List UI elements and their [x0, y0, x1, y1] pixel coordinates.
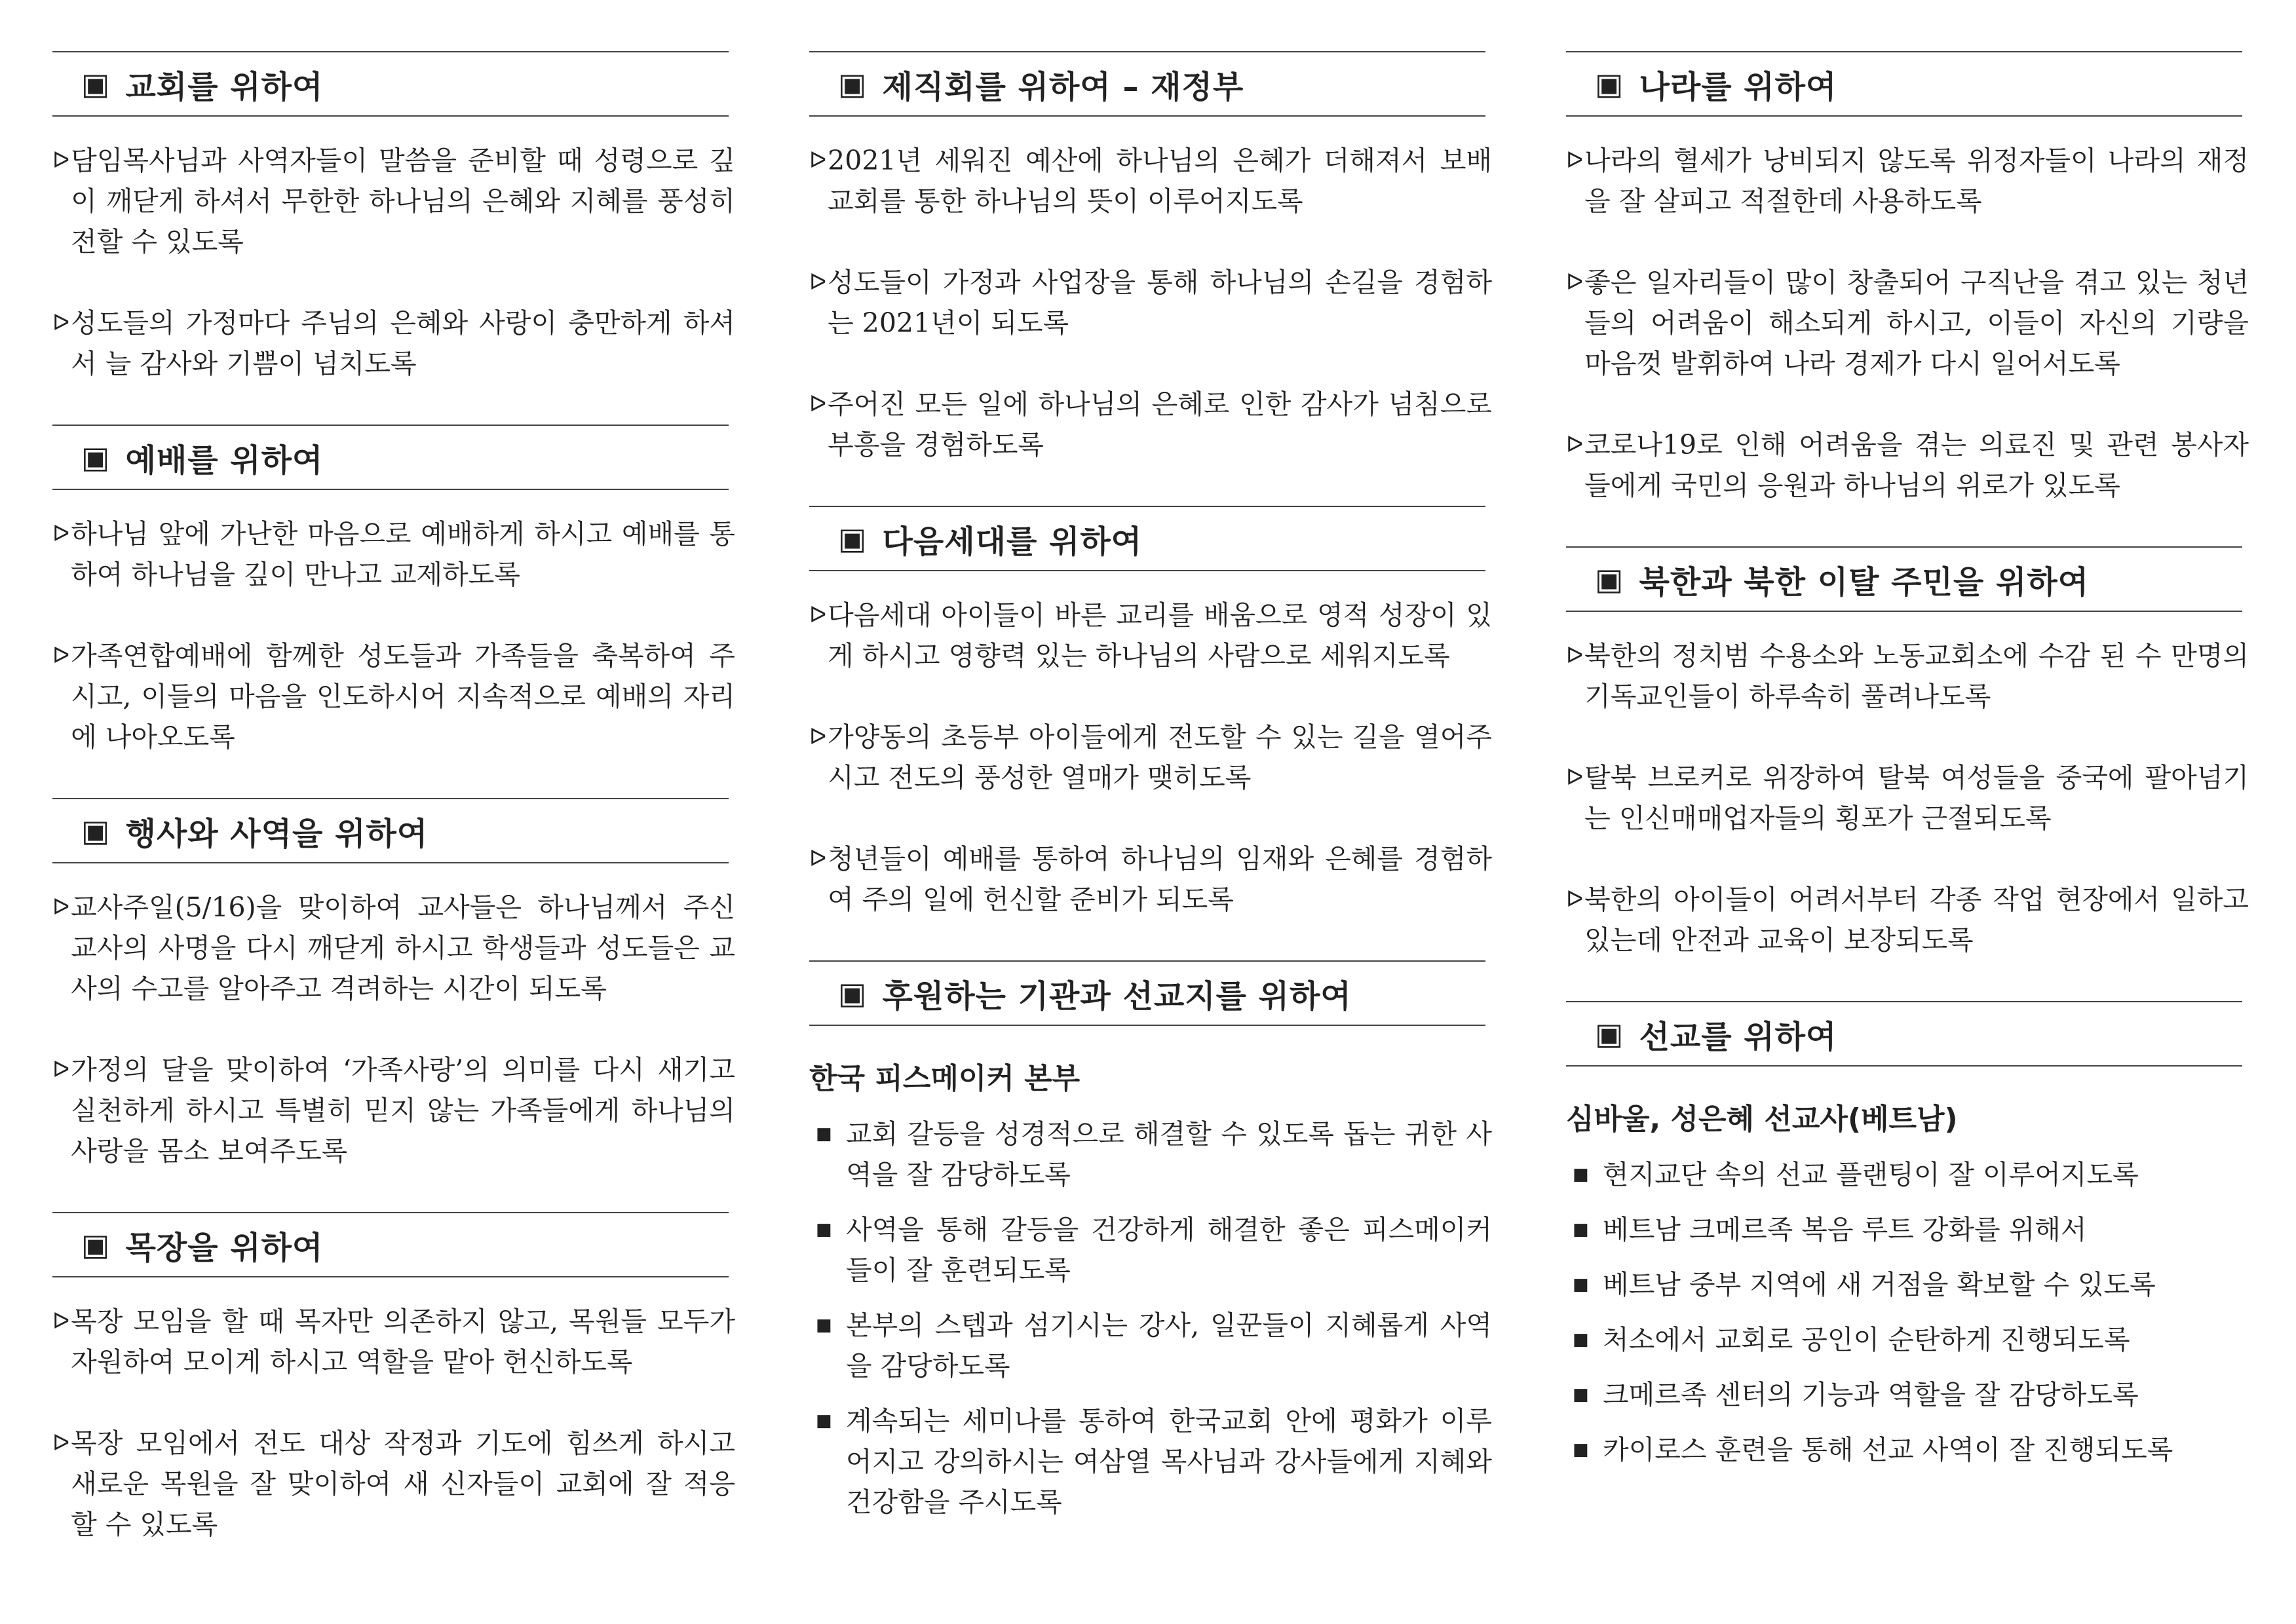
section-worship: [52, 425, 735, 757]
prayer-item: [52, 1049, 735, 1171]
bullet-text: 현지교단 속의 선교 플랜팅이 잘 이루어지도록: [1603, 1159, 2139, 1190]
triangle-marker-icon: ᐅ: [809, 391, 827, 417]
bullet-item: [1566, 1429, 2249, 1470]
square-bullet-icon: ■: [1573, 1330, 1589, 1350]
triangle-marker-icon: ᐅ: [52, 894, 70, 920]
bullet-text: 크메르족 센터의 기능과 역할을 잘 감당하도록: [1603, 1379, 2139, 1410]
triangle-marker-icon: ᐅ: [1566, 269, 1584, 295]
bullet-item: [809, 1401, 1492, 1522]
prayer-text: 탈북 브로커로 위장하여 탈북 여성들을 중국에 팔아넘기는 인신매매업자들의 횡포가 근절되도록: [1584, 762, 2249, 834]
prayer-item: [52, 514, 735, 595]
section-marker-icon: ▣: [1595, 66, 1624, 102]
bullet-item: [809, 1114, 1492, 1195]
prayer-text: 목장 모임에서 전도 대상 작정과 기도에 힘쓰게 하시고 새로운 목원을 잘 맞이하여 새 신자들이 교회에 잘 적응할 수 있도록: [71, 1427, 735, 1540]
bullet-text: 카이로스 훈련을 통해 선교 사역이 잘 진행되도록: [1603, 1434, 2173, 1465]
triangle-marker-icon: ᐅ: [1566, 147, 1584, 174]
column-left: [52, 51, 735, 1585]
square-bullet-icon: ■: [816, 1411, 832, 1431]
prayer-text: 주어진 모든 일에 하나님의 은혜로 인한 감사가 넘침으로 부흥을 경험하도록: [828, 388, 1492, 461]
triangle-marker-icon: ᐅ: [52, 1308, 70, 1334]
prayer-text: 나라의 혈세가 낭비되지 않도록 위정자들이 나라의 재정을 잘 살피고 적절한데 사용하도록: [1584, 145, 2249, 217]
square-bullet-icon: ■: [1573, 1220, 1589, 1239]
prayer-text: 다음세대 아이들이 바른 교리를 배움으로 영적 성장이 있게 하시고 영향력 있는 하나님의 사람으로 세워지도록: [828, 599, 1492, 671]
triangle-marker-icon: ᐅ: [52, 521, 70, 547]
triangle-marker-icon: ᐅ: [52, 310, 70, 336]
bullet-text: 교회 갈등을 성경적으로 해결할 수 있도록 돕는 귀한 사역을 잘 감당하도록: [846, 1118, 1492, 1190]
prayer-item: [52, 303, 735, 384]
square-bullet-icon: ■: [1573, 1165, 1589, 1184]
prayer-item: [1566, 425, 2249, 506]
square-bullet-icon: ■: [1573, 1440, 1589, 1460]
prayer-text: 가족연합예배에 함께한 성도들과 가족들을 축복하여 주시고, 이들의 마음을 인도하시어 지속적으로 예배의 자리에 나아오도록: [71, 640, 735, 753]
section-marker-icon: ▣: [81, 1227, 110, 1262]
section-title: 다음세대를 위하여: [882, 523, 1143, 560]
bullet-text: 사역을 통해 갈등을 건강하게 해결한 좋은 피스메이커들이 잘 훈련되도록: [846, 1214, 1492, 1286]
prayer-item: [1566, 635, 2249, 717]
section-nation: [1566, 51, 2249, 506]
square-bullet-icon: ■: [816, 1124, 832, 1144]
organization-heading: 한국 피스메이커 본부: [809, 1062, 1081, 1095]
triangle-marker-icon: ᐅ: [809, 846, 827, 872]
prayer-text: 성도들의 가정마다 주님의 은혜와 사랑이 충만하게 하셔서 늘 감사와 기쁨이 넘치도록: [71, 307, 735, 379]
section-title: 선교를 위하여: [1639, 1018, 1837, 1055]
section-header: [1566, 51, 2242, 117]
prayer-text: 교사주일(5/16)을 맞이하여 교사들은 하나님께서 주신 교사의 사명을 다시 깨닫게 하시고 학생들과 성도들은 교사의 수고를 알아주고 격려하는 시간이 되도록: [71, 892, 735, 1004]
prayer-item: [52, 1301, 735, 1382]
bullet-item: [1566, 1319, 2249, 1360]
prayer-text: 담임목사님과 사역자들이 말씀을 준비할 때 성령으로 깊이 깨닫게 하셔서 무한한 하나님의 은혜와 지혜를 풍성히 전할 수 있도록: [71, 145, 735, 257]
square-bullet-icon: ■: [1573, 1385, 1589, 1405]
section-title: 교회를 위하여: [125, 68, 324, 105]
triangle-marker-icon: ᐅ: [52, 1430, 70, 1456]
prayer-text: 북한의 정치범 수용소와 노동교회소에 수감 된 수 만명의 기독교인들이 하루속히 풀려나도록: [1584, 640, 2249, 712]
prayer-item: [52, 140, 735, 262]
section-title: 제직회를 위하여 – 재정부: [882, 68, 1244, 105]
triangle-marker-icon: ᐅ: [52, 147, 70, 174]
prayer-item: [809, 595, 1492, 676]
bullet-item: [809, 1305, 1492, 1386]
bullet-text: 계속되는 세미나를 통하여 한국교회 안에 평화가 이루어지고 강의하시는 여삼열 목사님과 강사들에게 지혜와 건강함을 주시도록: [846, 1405, 1492, 1518]
triangle-marker-icon: ᐅ: [809, 724, 827, 750]
prayer-text: 좋은 일자리들이 많이 창출되어 구직난을 겪고 있는 청년들의 어려움이 해소되게 하시고, 이들이 자신의 기량을 마음껏 발휘하여 나라 경제가 다시 일어서도록: [1584, 267, 2249, 379]
section-events: [52, 798, 735, 1171]
prayer-text: 청년들이 예배를 통하여 하나님의 임재와 은혜를 경험하여 주의 일에 헌신할 준비가 되도록: [828, 843, 1492, 915]
section-header: [52, 798, 729, 863]
section-title: 나라를 위하여: [1639, 68, 1837, 105]
prayer-text: 가정의 달을 맞이하여 ‘가족사랑’의 의미를 다시 새기고 실천하게 하시고 특별히 믿지 않는 가족들에게 하나님의 사랑을 몸소 보여주도록: [71, 1054, 735, 1167]
section-north-korea: [1566, 546, 2249, 960]
triangle-marker-icon: ᐅ: [1566, 432, 1584, 458]
section-marker-icon: ▣: [81, 813, 110, 848]
bullet-item: [809, 1209, 1492, 1291]
missionary-heading: 심바울, 성은혜 선교사(베트남): [1566, 1103, 1958, 1136]
bullet-item: [1566, 1374, 2249, 1415]
prayer-text: 목장 모임을 할 때 목자만 의존하지 않고, 목원들 모두가 자원하여 모이게 하시고 역할을 맡아 헌신하도록: [71, 1306, 735, 1378]
prayer-item: [1566, 757, 2249, 839]
section-header: [52, 1212, 729, 1277]
prayer-text: 2021년 세워진 예산에 하나님의 은혜가 더해져서 보배교회를 통한 하나님의 뜻이 이루어지도록: [828, 145, 1492, 217]
prayer-text: 가양동의 초등부 아이들에게 전도할 수 있는 길을 열어주시고 전도의 풍성한 열매가 맺히도록: [828, 721, 1492, 793]
section-header: [809, 506, 1485, 571]
prayer-item: [52, 635, 735, 757]
prayer-item: [52, 887, 735, 1009]
section-header: [1566, 1001, 2242, 1067]
bullet-text: 베트남 크메르족 복음 루트 강화를 위해서: [1603, 1214, 2087, 1245]
prayer-item: [809, 717, 1492, 798]
section-small-groups: [52, 1212, 735, 1545]
bullet-text: 본부의 스텝과 섬기시는 강사, 일꾼들이 지혜롭게 사역을 감당하도록: [846, 1310, 1492, 1382]
bullet-text: 베트남 중부 지역에 새 거점을 확보할 수 있도록: [1603, 1269, 2156, 1300]
prayer-item: [1566, 262, 2249, 384]
square-bullet-icon: ■: [816, 1220, 832, 1239]
section-marker-icon: ▣: [81, 440, 110, 475]
bullet-item: [1566, 1209, 2249, 1250]
prayer-item: [809, 839, 1492, 920]
section-marker-icon: ▣: [838, 975, 867, 1011]
column-right: [1566, 51, 2249, 1484]
triangle-marker-icon: ᐅ: [52, 1057, 70, 1083]
bullet-text: 처소에서 교회로 공인이 순탄하게 진행되도록: [1603, 1324, 2130, 1355]
section-header: [52, 51, 729, 117]
column-middle: [809, 51, 1492, 1537]
section-title: 행사와 사역을 위하여: [125, 815, 429, 852]
section-title: 예배를 위하여: [125, 442, 324, 479]
section-marker-icon: ▣: [838, 521, 867, 556]
section-next-generation: [809, 506, 1492, 920]
section-title: 목장을 위하여: [125, 1229, 324, 1266]
section-header: [809, 960, 1485, 1026]
triangle-marker-icon: ᐅ: [1566, 643, 1584, 669]
section-title: 북한과 북한 이탈 주민을 위하여: [1639, 563, 2090, 601]
prayer-item: [809, 262, 1492, 343]
section-church: [52, 51, 735, 384]
prayer-text: 북한의 아이들이 어려서부터 각종 작업 현장에서 일하고 있는데 안전과 교육이 보장되도록: [1584, 884, 2249, 956]
section-title: 후원하는 기관과 선교지를 위하여: [882, 977, 1352, 1015]
square-bullet-icon: ■: [1573, 1275, 1589, 1294]
triangle-marker-icon: ᐅ: [1566, 886, 1584, 913]
prayer-text: 코로나19로 인해 어려움을 겪는 의료진 및 관련 봉사자들에게 국민의 응원과 하나님의 위로가 있도록: [1584, 429, 2249, 501]
section-header: [52, 425, 729, 490]
triangle-marker-icon: ᐅ: [52, 643, 70, 669]
triangle-marker-icon: ᐅ: [809, 602, 827, 628]
prayer-item: [809, 140, 1492, 221]
prayer-item: [1566, 140, 2249, 221]
prayer-item: [1566, 879, 2249, 960]
section-header: [1566, 546, 2242, 612]
triangle-marker-icon: ᐅ: [809, 269, 827, 295]
prayer-item: [809, 384, 1492, 465]
section-marker-icon: ▣: [838, 66, 867, 102]
square-bullet-icon: ■: [816, 1315, 832, 1335]
bullet-item: [1566, 1154, 2249, 1195]
triangle-marker-icon: ᐅ: [1566, 765, 1584, 791]
prayer-text: 하나님 앞에 가난한 마음으로 예배하게 하시고 예배를 통하여 하나님을 깊이 만나고 교제하도록: [71, 518, 735, 590]
section-missions: [1566, 1001, 2249, 1470]
prayer-item: [52, 1423, 735, 1545]
section-marker-icon: ▣: [1595, 1016, 1624, 1051]
bullet-item: [1566, 1264, 2249, 1305]
section-supported-missions: [809, 960, 1492, 1522]
section-marker-icon: ▣: [1595, 561, 1624, 597]
prayer-text: 성도들이 가정과 사업장을 통해 하나님의 손길을 경험하는 2021년이 되도록: [828, 267, 1492, 339]
section-deacons-finance: [809, 51, 1492, 465]
section-header: [809, 51, 1485, 117]
triangle-marker-icon: ᐅ: [809, 147, 827, 174]
section-marker-icon: ▣: [81, 66, 110, 102]
